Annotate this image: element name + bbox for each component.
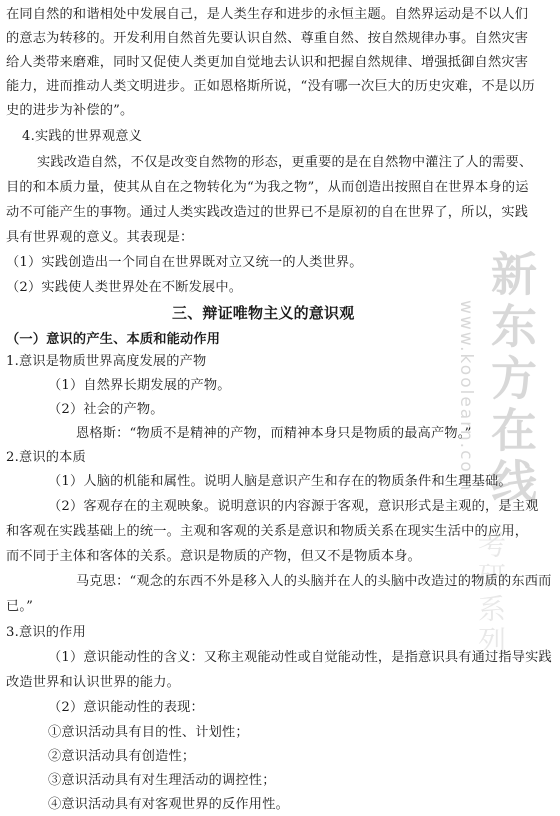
list-item: （1）自然界长期发展的产物。 bbox=[48, 378, 231, 393]
list-item: ①意识活动具有目的性、计划性； bbox=[48, 725, 249, 740]
quote-line: 恩格斯：“物质不是精神的产物，而精神本身只是物质的最高产物。” bbox=[76, 426, 472, 441]
watermark-url: www.koolearn.com bbox=[456, 300, 476, 493]
list-item: （2）意识能动性的表现： bbox=[48, 700, 204, 715]
list-item: （2）实践使人类世界处在不断发展中。 bbox=[6, 280, 243, 295]
paragraph-line: 在同自然的和谐相处中发展自己，是人类生存和进步的永恒主题。自然界运动是不以人们 bbox=[6, 7, 529, 22]
list-item: （1）实践创造出一个同自在世界既对立又统一的人类世界。 bbox=[6, 255, 363, 270]
quote-line: 马克思：“观念的东西不外是移入人的头脑并在人的头脑中改造过的物质的东西而 bbox=[76, 574, 552, 589]
list-item: ②意识活动具有创造性； bbox=[48, 749, 196, 764]
list-item: （1）人脑的机能和属性。说明人脑是意识产生和存在的物质条件和生理基础。 bbox=[48, 474, 512, 489]
list-item: （2）客观存在的主观映象。说明意识的内容源于客观，意识形式是主观的，是主观 bbox=[48, 499, 539, 514]
paragraph-line: 能力，进而推动人类文明进步。正如恩格斯所说，“没有哪一次巨大的历史灾难，不是以历 bbox=[6, 79, 536, 94]
chapter-title: 三、辩证唯物主义的意识观 bbox=[172, 304, 355, 322]
section-heading: 4.实践的世界观意义 bbox=[22, 129, 143, 144]
paragraph-line: 具有世界观的意义。其表现是： bbox=[6, 230, 194, 245]
list-item: （1）意识能动性的含义：又称主观能动性或自觉能动性，是指意识具有通过指导实践 bbox=[48, 650, 552, 665]
list-item: （2）社会的产物。 bbox=[48, 402, 164, 417]
paragraph-line: 和客观在实践基础上的统一。主观和客观的关系是意识和物质关系在现实生活中的应用， bbox=[6, 524, 529, 539]
paragraph-line: 实践改造自然，不仅是改变自然物的形态，更重要的是在自然物中灌注了人的需要、 bbox=[37, 155, 533, 170]
watermark-faint: 考研系列 bbox=[474, 530, 507, 658]
paragraph-line: 改造世界和认识世界的能力。 bbox=[6, 675, 181, 690]
paragraph-line: 史的进步为补偿的”。 bbox=[6, 103, 134, 118]
subsection-heading: （一）意识的产生、本质和能动作用 bbox=[6, 332, 221, 347]
list-item: ④意识活动具有对客观世界的反作用性。 bbox=[48, 797, 289, 812]
paragraph-line: 给人类带来磨难，同时又促使人类更加自觉地去认识和把握自然规律、增强抵御自然灾害 bbox=[6, 55, 529, 70]
section-heading: 2.意识的本质 bbox=[6, 450, 86, 465]
paragraph-line: 而不同于主体和客体的关系。意识是物质的产物，但又不是物质本身。 bbox=[6, 549, 422, 564]
section-heading: 3.意识的作用 bbox=[6, 625, 86, 640]
paragraph-line: 动不可能产生的事物。通过人类实践改造过的世界已不是原初的自在世界了，所以，实践 bbox=[6, 205, 529, 220]
paragraph-line: 目的和本质力量，使其从自在之物转化为“为我之物”，从而创造出按照自在世界本身的运 bbox=[6, 180, 529, 195]
section-heading: 1.意识是物质世界高度发展的产物 bbox=[6, 354, 207, 369]
watermark-text: 新东方在线 bbox=[484, 250, 538, 510]
paragraph-line: 的意志为转移的。开发利用自然首先要认识自然、尊重自然、按自然规律办事。自然灾害 bbox=[6, 31, 529, 46]
quote-line: 已。” bbox=[6, 599, 34, 614]
list-item: ③意识活动具有对生理活动的调控性； bbox=[48, 773, 276, 788]
